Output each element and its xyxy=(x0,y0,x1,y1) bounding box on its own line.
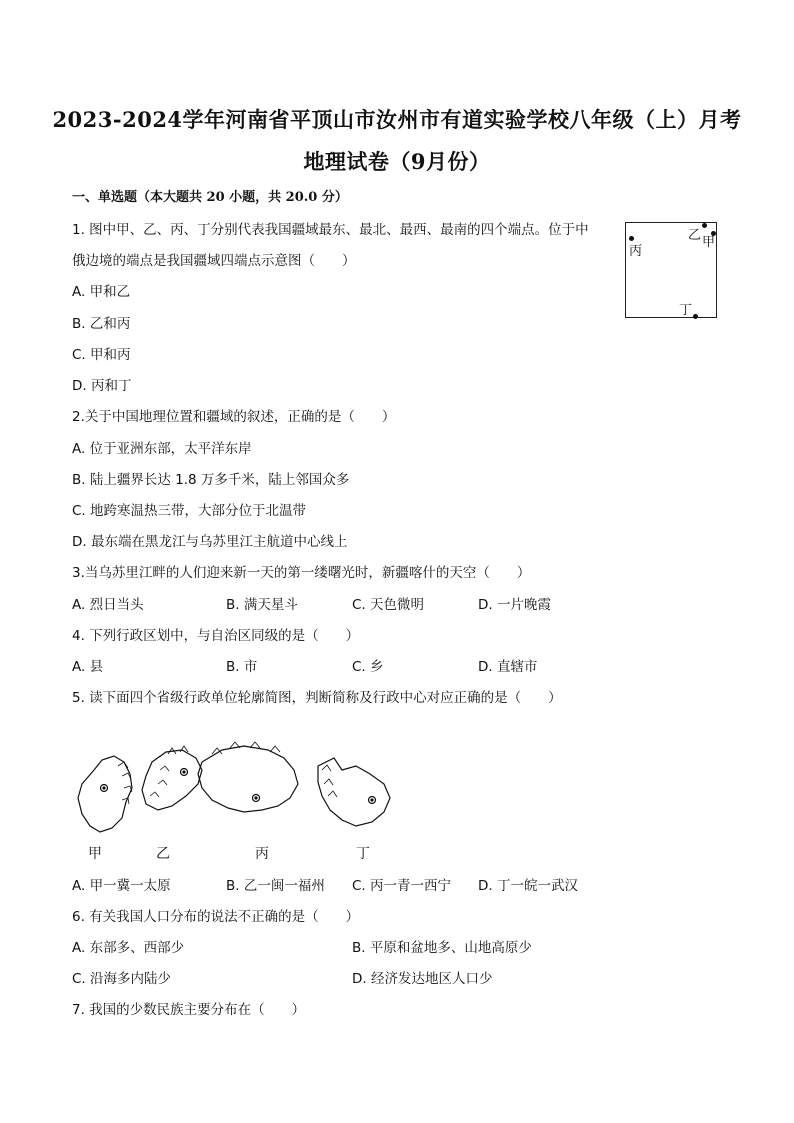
q1-stem-line1: 1. 图中甲、乙、丙、丁分别代表我国疆域最东、最北、最西、最南的四个端点。位于中 xyxy=(72,222,589,238)
q3-option-b[interactable]: B. 满天星斗 xyxy=(226,597,298,613)
q5-option-a[interactable]: A. 甲一冀一太原 xyxy=(72,878,171,894)
q4-stem: 4. 下列行政区划中，与自治区同级的是（ ） xyxy=(72,628,360,644)
q1-option-b[interactable]: B. 乙和丙 xyxy=(72,316,131,332)
q3-option-d[interactable]: D. 一片晚霞 xyxy=(478,597,551,613)
q4-option-a[interactable]: A. 县 xyxy=(72,659,104,675)
q6-option-d[interactable]: D. 经济发达地区人口少 xyxy=(352,971,493,987)
q6-option-c[interactable]: C. 沿海多内陆少 xyxy=(72,971,172,987)
q4-option-c[interactable]: C. 乡 xyxy=(352,659,384,675)
map-label-bing: 丙 xyxy=(255,846,269,862)
point-ding-dot xyxy=(693,314,698,319)
q3-option-a[interactable]: A. 烈日当头 xyxy=(72,597,144,613)
q1-option-d[interactable]: D. 丙和丁 xyxy=(72,378,132,394)
label-bing: 丙 xyxy=(629,244,643,259)
exam-title-line1: 2023-2024学年河南省平顶山市汝州市有道实验学校八年级（上）月考 xyxy=(52,107,742,132)
map-label-yi: 乙 xyxy=(156,846,170,862)
province-outlines-svg xyxy=(72,740,412,840)
label-jia: 甲 xyxy=(702,235,716,250)
q5-stem: 5. 读下面四个省级行政单位轮廓简图，判断简称及行政中心对应正确的是（ ） xyxy=(72,690,562,706)
point-yi-dot xyxy=(702,223,707,228)
q4-option-d[interactable]: D. 直辖市 xyxy=(478,659,538,675)
map-label-jia: 甲 xyxy=(88,846,102,862)
province-bing-outline xyxy=(198,742,298,812)
q2-option-b[interactable]: B. 陆上疆界长达 1.8 万多千米，陆上邻国众多 xyxy=(72,472,350,488)
q2-option-c[interactable]: C. 地跨寒温热三带，大部分位于北温带 xyxy=(72,503,307,519)
q7-stem: 7. 我国的少数民族主要分布在（ ） xyxy=(72,1002,306,1018)
label-yi: 乙 xyxy=(688,228,702,243)
q3-stem: 3.当乌苏里江畔的人们迎来新一天的第一缕曙光时，新疆喀什的天空（ ） xyxy=(72,565,531,581)
province-jia-outline xyxy=(78,756,132,832)
q5-option-b[interactable]: B. 乙一闽一福州 xyxy=(226,878,325,894)
section-heading: 一、单选题（本大题共 20 小题，共 20.0 分） xyxy=(72,190,348,205)
province-outline-maps xyxy=(72,740,412,840)
q6-option-a[interactable]: A. 东部多、西部少 xyxy=(72,940,185,956)
map-label-ding: 丁 xyxy=(356,846,370,862)
q5-option-c[interactable]: C. 丙一青一西宁 xyxy=(352,878,452,894)
q5-option-d[interactable]: D. 丁一皖一武汉 xyxy=(478,878,578,894)
q6-stem: 6. 有关我国人口分布的说法不正确的是（ ） xyxy=(72,909,360,925)
province-ding-outline xyxy=(318,758,390,826)
q1-option-c[interactable]: C. 甲和丙 xyxy=(72,347,131,363)
q3-option-c[interactable]: C. 天色微明 xyxy=(352,597,425,613)
q1-option-a[interactable]: A. 甲和乙 xyxy=(72,284,131,300)
q1-stem-line2: 俄边境的端点是我国疆域四端点示意图（ ） xyxy=(72,253,356,269)
q6-option-b[interactable]: B. 平原和盆地多、山地高原少 xyxy=(352,940,532,956)
territory-extremes-diagram xyxy=(625,222,717,318)
q4-option-b[interactable]: B. 市 xyxy=(226,659,258,675)
label-ding: 丁 xyxy=(679,303,693,318)
q2-option-a[interactable]: A. 位于亚洲东部，太平洋东岸 xyxy=(72,441,252,457)
q2-stem: 2.关于中国地理位置和疆域的叙述，正确的是（ ） xyxy=(72,409,396,425)
q2-option-d[interactable]: D. 最东端在黑龙江与乌苏里江主航道中心线上 xyxy=(72,534,348,550)
exam-title-line2: 地理试卷（9月份） xyxy=(303,149,491,174)
province-yi-outline xyxy=(142,746,202,810)
